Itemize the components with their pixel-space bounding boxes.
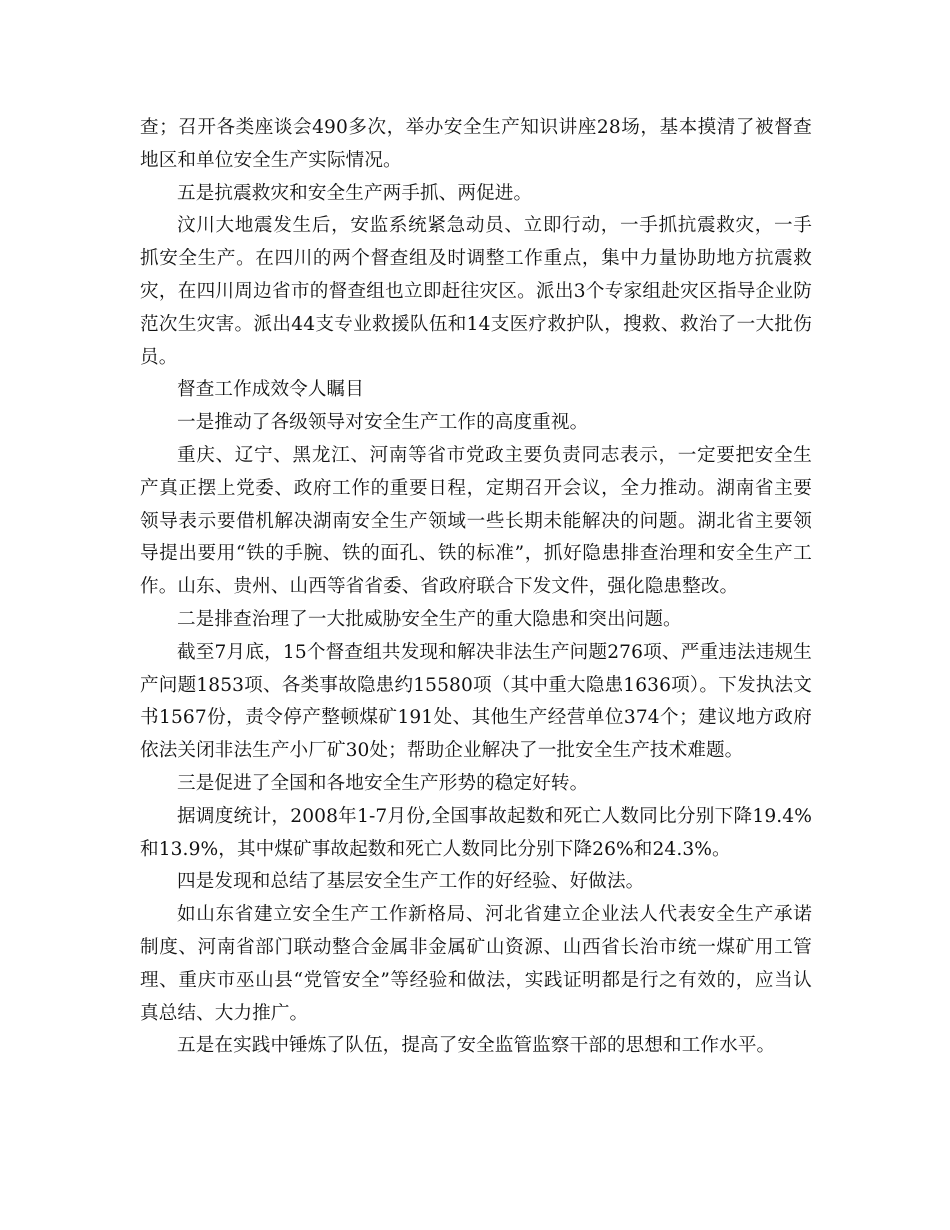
paragraph-8: 截至7月底，15个督查组共发现和解决非法生产问题276项、严重违法违规生产问题1853项、各类事故隐患约15580项（其中重大隐患1636项）。下发执法文书1567份，责令停产整顿煤矿191处、其他生产经营单位374个；建议地方政府依法关闭非法生产小厂矿30处；帮助企业解决了一批安全生产技术难题。 xyxy=(140,641,812,762)
paragraph-5: 一是推动了各级领导对安全生产工作的高度重视。 xyxy=(177,412,589,434)
paragraph-11: 四是发现和总结了基层安全生产工作的好经验、好做法。 xyxy=(177,871,645,893)
section-heading: 督查工作成效令人瞩目 xyxy=(177,379,364,401)
document-body xyxy=(140,112,812,1063)
paragraph-2: 五是抗震救灾和安全生产两手抓、两促进。 xyxy=(177,182,533,204)
paragraph-10: 据调度统计，2008年1-7月份,全国事故起数和死亡人数同比分别下降19.4%和13.9%，其中煤矿事故起数和死亡人数同比分别下降26%和24.3%。 xyxy=(140,805,812,860)
paragraph-9: 三是促进了全国和各地安全生产形势的稳定好转。 xyxy=(177,772,589,794)
paragraph-1: 查；召开各类座谈会490多次，举办安全生产知识讲座28场，基本摸清了被督查地区和单位安全生产实际情况。 xyxy=(140,117,812,171)
paragraph-6: 重庆、辽宁、黑龙江、河南等省市党政主要负责同志表示，一定要把安全生产真正摆上党委、政府工作的重要日程，定期召开会议，全力推动。湖南省主要领导表示要借机解决湖南安全生产领域一些长期未能解决的问题。湖北省主要领导提出要用“铁的手腕、铁的面孔、铁的标准”，抓好隐患排查治理和安全生产工作。山东、贵州、山西等省省委、省政府联合下发文件，强化隐患整改。 xyxy=(140,444,812,598)
paragraph-7: 二是排查治理了一大批威胁安全生产的重大隐患和突出问题。 xyxy=(177,608,682,630)
paragraph-12: 如山东省建立安全生产工作新格局、河北省建立企业法人代表安全生产承诺制度、河南省部门联动整合金属非金属矿山资源、山西省长治市统一煤矿用工管理、重庆市巫山县“党管安全”等经验和做法，实践证明都是行之有效的，应当认真总结、大力推广。 xyxy=(140,904,812,1024)
paragraph-3: 汶川大地震发生后，安监系统紧急动员、立即行动，一手抓抗震救灾，一手抓安全生产。在四川的两个督查组及时调整工作重点，集中力量协助地方抗震救灾，在四川周边省市的督查组也立即赶往灾区。派出3个专家组赴灾区指导企业防范次生灾害。派出44支专业救援队伍和14支医疗救护队，搜救、救治了一大批伤员。 xyxy=(140,215,812,368)
paragraph-13: 五是在实践中锤炼了队伍，提高了安全监管监察干部的思想和工作水平。 xyxy=(177,1035,776,1057)
